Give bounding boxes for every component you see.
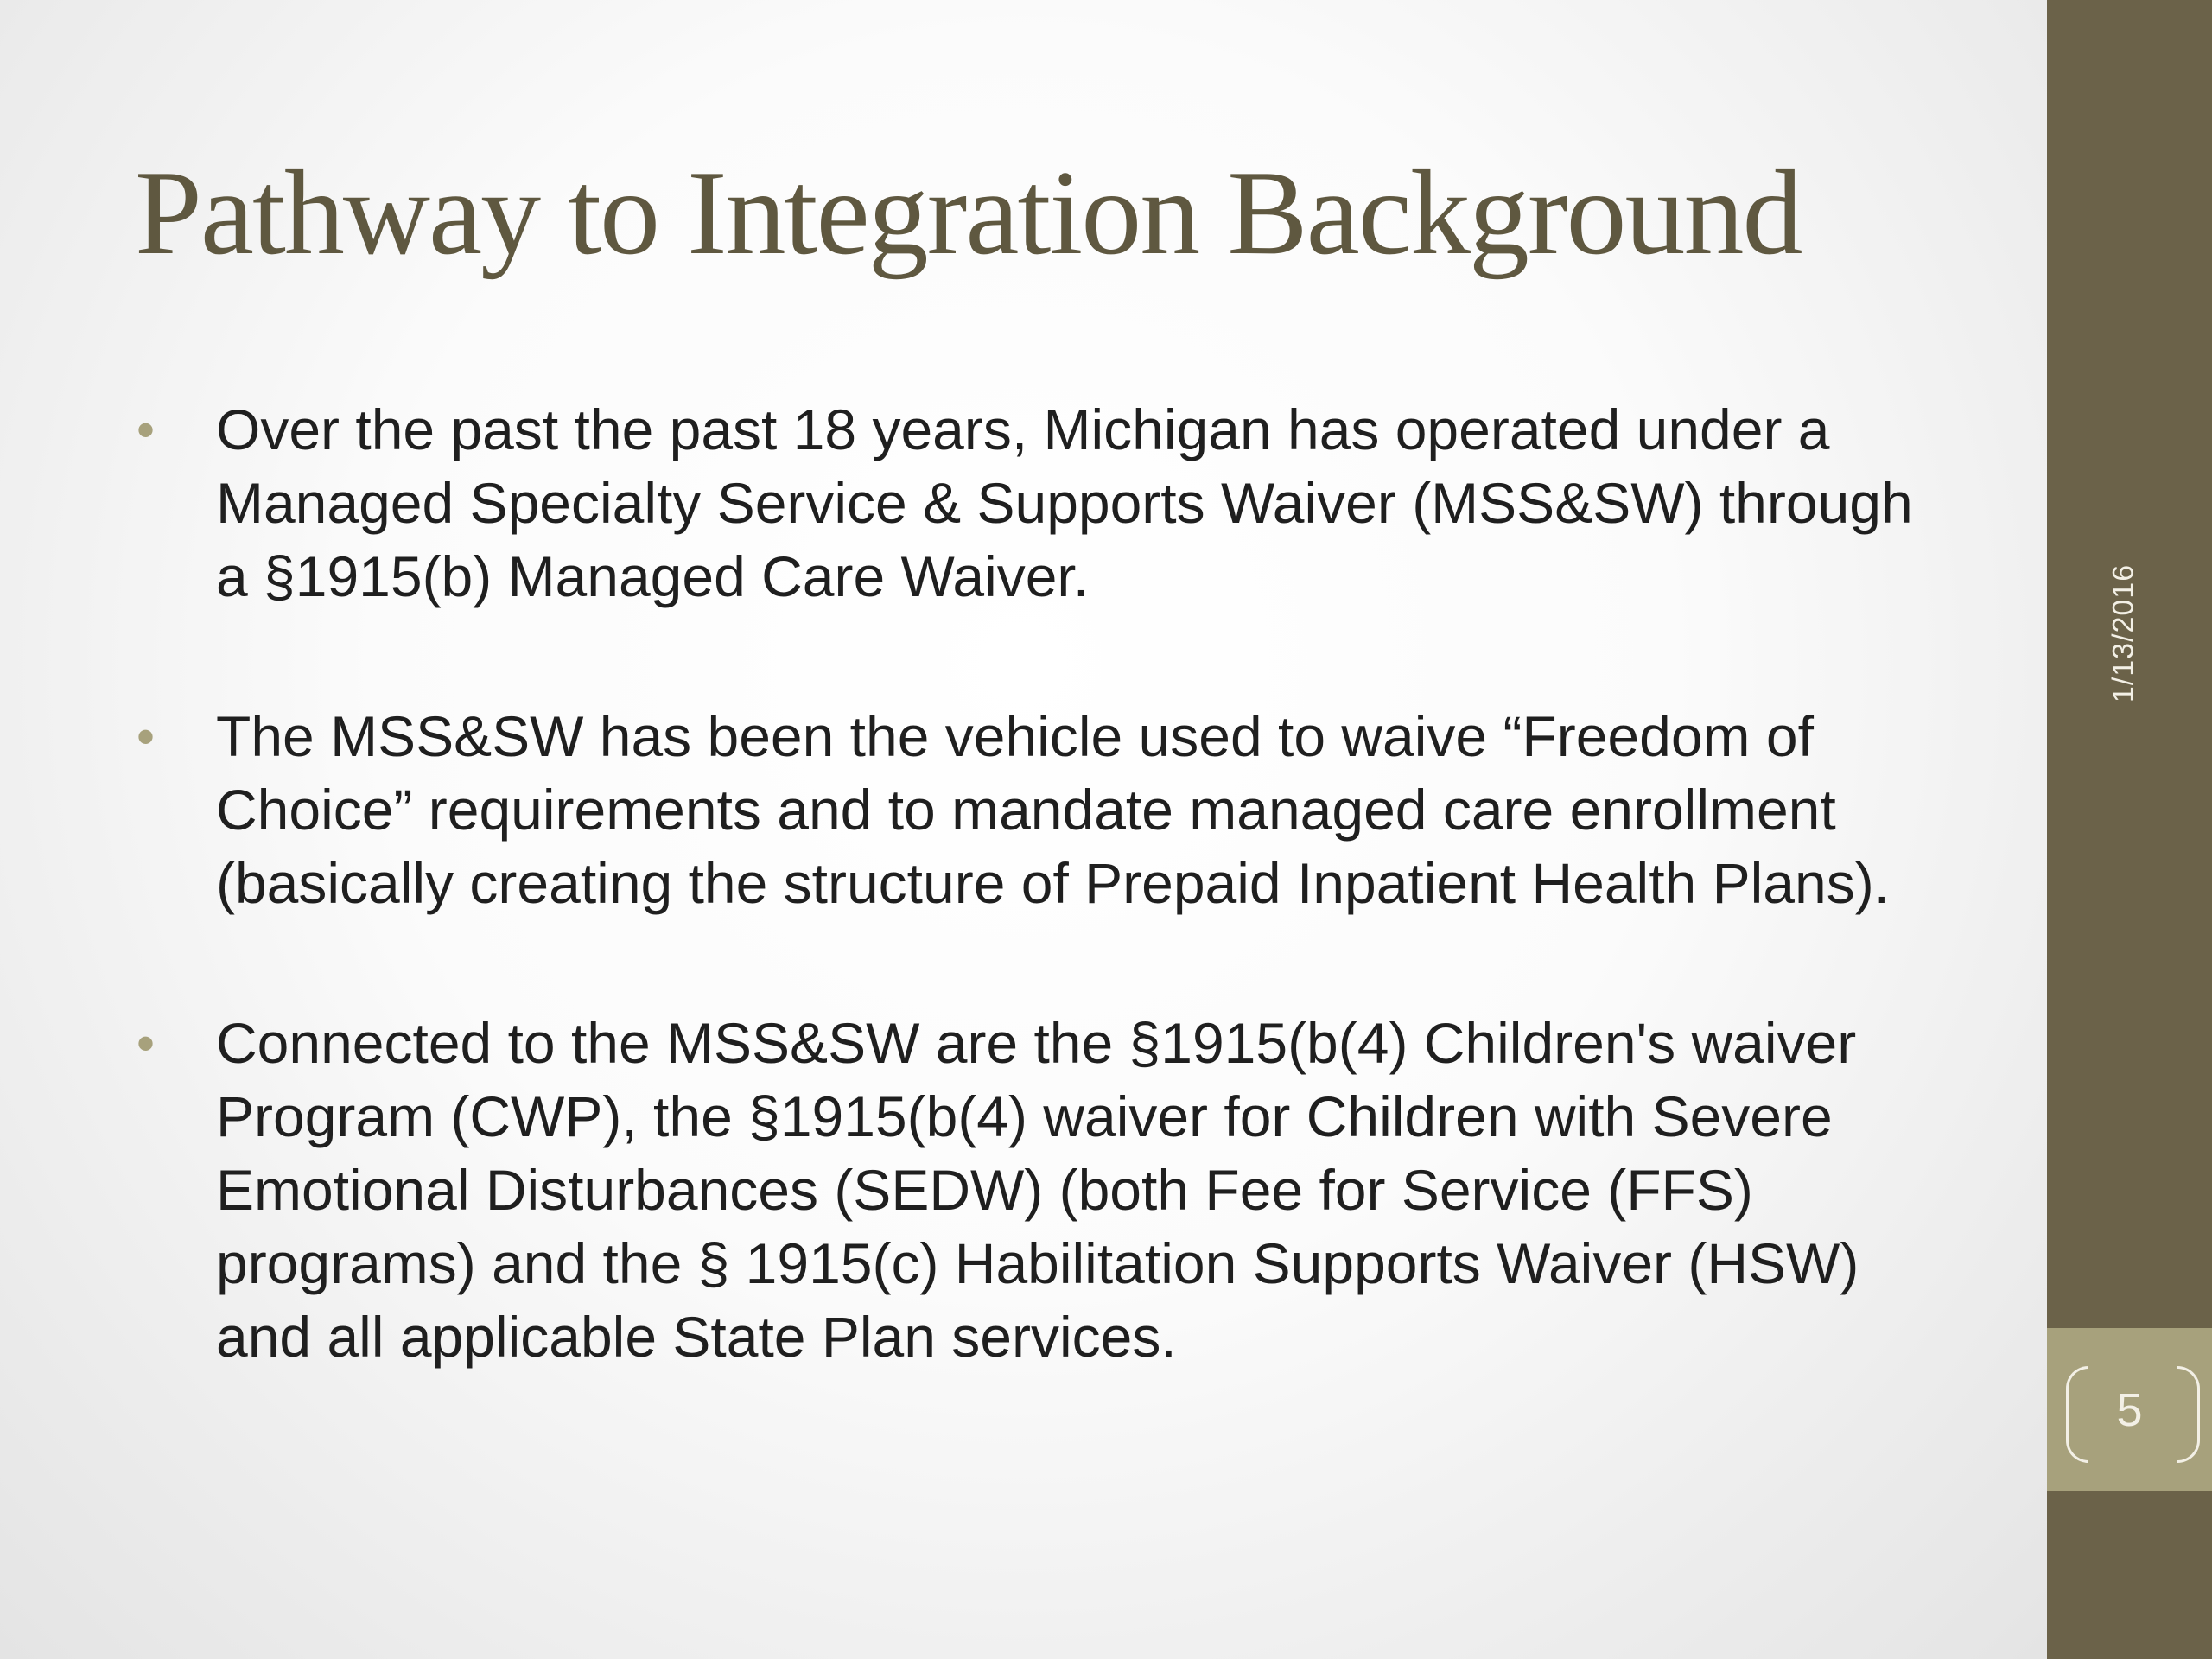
bullet-list xyxy=(130,393,1953,1460)
bullet-dot-icon: • xyxy=(137,1014,156,1072)
bullet-item xyxy=(130,393,1953,613)
bullet-text: Connected to the MSS&SW are the §1915(b(4) Children's waiver Program (CWP), the §1915(b(4) waiver for Children with Severe Emotional Disturbances (SEDW) (both Fee for Service (FFS) programs) and the § 1915(c) Habilitation Supports Waiver (HSW) and all applicable State Plan services. xyxy=(216,1011,1859,1369)
slide-date: 1/13/2016 xyxy=(2107,563,2140,703)
slide-title: Pathway to Integration Background xyxy=(135,146,1802,280)
bullet-item xyxy=(130,700,1953,920)
bullet-dot-icon: • xyxy=(137,401,156,459)
page-number: 5 xyxy=(2116,1384,2143,1436)
bullet-item xyxy=(130,1007,1953,1374)
bullet-text: Over the past the past 18 years, Michigan has operated under a Managed Specialty Service & Supports Waiver (MSS&SW) through a §1915(b) Managed Care Waiver. xyxy=(216,397,1913,608)
bullet-dot-icon: • xyxy=(137,708,156,766)
page-number-box xyxy=(2047,1328,2212,1491)
bullet-text: The MSS&SW has been the vehicle used to waive “Freedom of Choice” requirements and to mandate managed care enrollment (basically creating the structure of Prepaid Inpatient Health Plans). xyxy=(216,704,1891,915)
